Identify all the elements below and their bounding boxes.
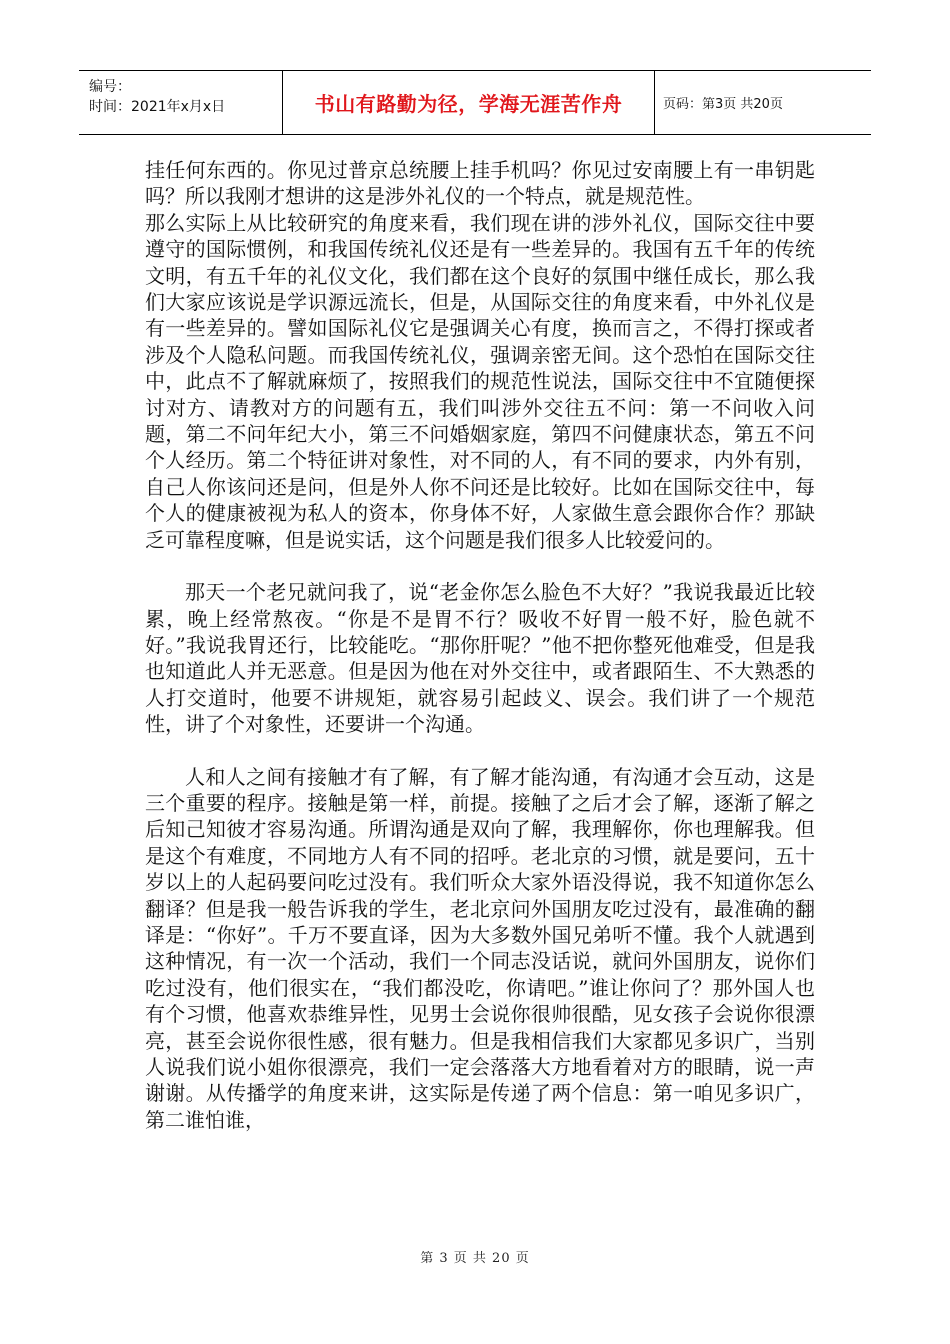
serial-number-label: 编号： (89, 79, 131, 95)
header-page-cell (655, 71, 871, 134)
page-header (79, 70, 871, 135)
paragraph-1: 挂任何东西的。你见过普京总统腰上挂手机吗？你见过安南腰上有一串钥匙吗？所以我刚才想讲的这是涉外礼仪的一个特点，就是规范性。 (145, 158, 815, 209)
paragraph-3: 那天一个老兄就问我了，说“老金你怎么脸色不大好？”我说我最近比较累，晚上经常熬夜。“你是不是胃不行？吸收不好胃一般不好，脸色就不好。”我说我胃还行，比较能吃。“那你肝呢？”他不把你整死他难受，但是我也知道此人并无恶意。但是因为他在对外交往中，或者跟陌生、不大熟悉的人打交道时，他要不讲规矩，就容易引起歧义、误会。我们讲了一个规范性，讲了个对象性，还要讲一个沟通。 (145, 580, 815, 737)
header-motto: 书山有路勤为径，学海无涯苦作舟 (314, 92, 623, 116)
header-page-info: 页码：第3页 共20页 (663, 97, 783, 112)
header-motto-cell (283, 71, 655, 134)
paragraph-4: 人和人之间有接触才有了解，有了解才能沟通，有沟通才会互动，这是三个重要的程序。接触是第一样，前提。接触了之后才会了解，逐渐了解之后知己知彼才容易沟通。所谓沟通是双向了解，我理解你，你也理解我。但是这个有难度，不同地方人有不同的招呼。老北京的习惯，就是要问，五十岁以上的人起码要问吃过没有。我们听众大家外语没得说，我不知道你怎么翻译？但是我一般告诉我的学生，老北京问外国朋友吃过没有，最准确的翻译是：“你好”。千万不要直译，因为大多数外国兄弟听不懂。我个人就遇到这种情况，有一次一个活动，我们一个同志没话说，就问外国朋友，说你们吃过没有，他们很实在，“我们都没吃，你请吧。”谁让你问了？那外国人也有个习惯，他喜欢恭维异性，见男士会说你很帅很酷，见女孩子会说你很漂亮，甚至会说你很性感，很有魅力。但是我相信我们大家都见多识广，当别人说我们说小姐你很漂亮，我们一定会落落大方地看着对方的眼睛，说一声谢谢。从传播学的角度来讲，这实际是传递了两个信息：第一咱见多识广，第二谁怕谁， (145, 764, 815, 1132)
page-footer: 第 3 页 共 20 页 (420, 1251, 530, 1266)
date-label: 时间：2021年x月x日 (89, 99, 226, 115)
header-meta-cell (79, 71, 283, 134)
document-body (145, 157, 815, 1133)
paragraph-2: 那么实际上从比较研究的角度来看，我们现在讲的涉外礼仪，国际交往中要遵守的国际惯例，和我国传统礼仪还是有一些差异的。我国有五千年的传统文明，有五千年的礼仪文化，我们都在这个良好的氛围中继任成长，那么我们大家应该说是学识源远流长，但是，从国际交往的角度来看，中外礼仪是有一些差异的。譬如国际礼仪它是强调关心有度，换而言之，不得打探或者涉及个人隐私问题。而我国传统礼仪，强调亲密无间。这个恐怕在国际交往中，此点不了解就麻烦了，按照我们的规范性说法，国际交往中不宜随便探讨对方、请教对方的问题有五，我们叫涉外交往五不问：第一不问收入问题，第二不问年纪大小，第三不问婚姻家庭，第四不问健康状态，第五不问个人经历。第二个特征讲对象性，对不同的人，有不同的要求，内外有别，自己人你该问还是问，但是外人你不问还是比较好。比如在国际交往中，每个人的健康被视为私人的资本，你身体不好，人家做生意会跟你合作？那缺乏可靠程度嘛，但是说实话，这个问题是我们很多人比较爱问的。 (145, 210, 815, 552)
